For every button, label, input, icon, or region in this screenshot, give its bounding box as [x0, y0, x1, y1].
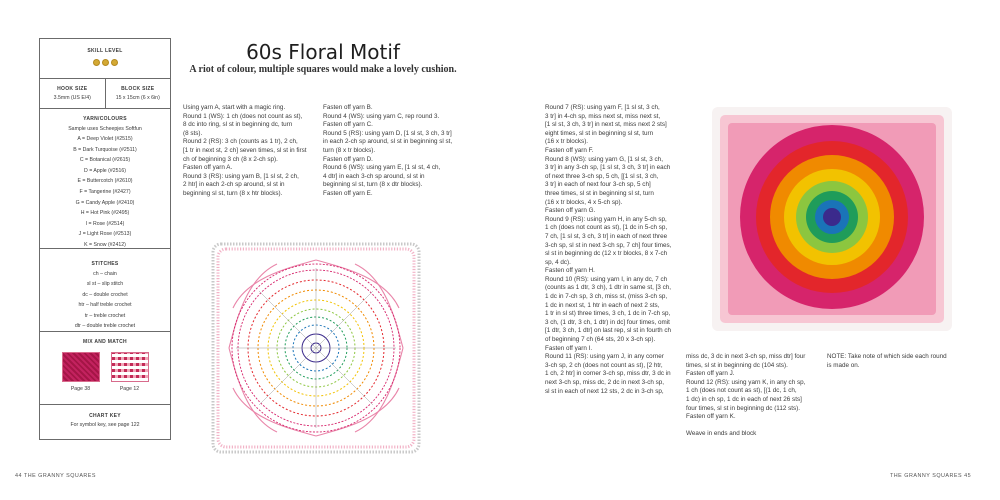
swatch-caption: Page 38 — [70, 385, 91, 392]
block-size-label: BLOCK SIZE — [121, 86, 155, 92]
yarn-line: D = Apple (#2516) — [84, 167, 126, 174]
instruction-line: in each 2-ch sp around, sl st in beginning sl st, — [323, 138, 453, 146]
instruction-line: Fasten off yarn I. — [545, 344, 593, 352]
instruction-line: Fasten off yarn J. — [686, 370, 735, 378]
instruction-line: Fasten off yarn K. — [686, 413, 736, 421]
instruction-line: Round 5 (RS): using yarn D, [1 sl st, 3 ch, 3 tr] — [323, 129, 452, 137]
instruction-line: times, sl st in beginning dc (104 sts). — [686, 361, 788, 369]
instruction-line: Fasten off yarn E. — [323, 189, 373, 197]
instruction-line: Round 8 (WS): using yarn G, [1 sl st, 3 ch, — [545, 155, 663, 163]
instruction-line: Fasten off yarn H. — [545, 267, 595, 275]
instruction-line: 1 ch (does not count as st), [(1 dc, 1 ch, — [686, 387, 797, 395]
instruction-line: Round 10 (RS): using yarn I, in any dc, 7 ch — [545, 275, 668, 283]
stitch-line: htr – half treble crochet — [78, 302, 132, 309]
crochet-chart-diagram — [207, 238, 425, 458]
instruction-line: Using yarn A, start with a magic ring. — [183, 104, 286, 111]
skill-dot-icon — [111, 59, 118, 66]
swatch-link-page-38[interactable] — [62, 352, 100, 394]
instruction-line: Fasten off yarn B. — [323, 104, 373, 111]
instruction-line: 3 ch, (1 dtr, 3 ch, 1 dtr) in dc] four times, omit — [545, 318, 670, 326]
violet-center — [823, 208, 841, 226]
yarn-line: E = Buttercotch (#2610) — [77, 178, 133, 185]
instruction-line: 1 dc in next st, 1 htr in each of next 2 sts, — [545, 301, 660, 309]
hook-size-cell — [40, 79, 106, 108]
instructions-column-4 — [686, 353, 805, 439]
stitch-line: ch – chain — [93, 270, 117, 277]
block-size-value: 15 x 15cm (6 x 6in) — [115, 94, 160, 101]
instruction-line: Round 3 (RS): using yarn B, [1 sl st, 2 ch, — [183, 172, 299, 180]
yarn-line: A = Deep Violet (#2515) — [77, 136, 133, 143]
block-size-cell — [106, 79, 171, 108]
instruction-line: 8 dc into ring, sl st in beginning dc, turn — [183, 121, 293, 129]
instruction-line: ch of beginning 3 ch (8 x 2-ch sp). — [183, 155, 278, 163]
skill-level-section — [40, 39, 170, 79]
instruction-line: 1 tr in sl st) three times, 3 ch, 1 dc in 7-ch sp, — [545, 310, 671, 318]
footer-left: 44 THE GRANNY SQUARES — [15, 473, 96, 479]
yarn-line: J = Light Rose (#2513) — [78, 231, 132, 238]
instruction-line: Round 12 (RS): using yarn K, in any ch sp, — [686, 378, 806, 386]
finished-square-photo — [710, 105, 954, 333]
instruction-line: Round 11 (RS): using yarn J, in any corner — [545, 353, 664, 361]
instruction-line: Round 6 (WS): using yarn E, [1 sl st, 4 ch, — [323, 164, 441, 172]
hook-size-value: 3.5mm (US E/4) — [53, 94, 91, 101]
instruction-line: (8 sts). — [183, 129, 203, 137]
instruction-line: Round 7 (RS): using yarn F, [1 sl st, 3 ch, — [545, 104, 660, 111]
instruction-line: 3 tr] in any 3-ch sp, [1 sl st, 3 ch, 3 tr] in each — [545, 164, 671, 172]
instruction-line: (16 x tr blocks). — [545, 138, 589, 146]
chart-key-section — [40, 405, 170, 439]
instruction-line: 2 htr] in each 2-ch sp around, sl st in — [183, 181, 285, 189]
stitch-line: sl st – slip stitch — [86, 281, 124, 288]
info-panel — [39, 38, 171, 440]
hook-size-label: HOOK SIZE — [57, 86, 88, 92]
mix-label: MIX AND MATCH — [83, 339, 127, 345]
yarn-line: G = Candy Apple (#2410) — [75, 199, 135, 206]
instruction-line: [1 dtr, 3 ch, 1 dtr] on last rep, sl st in fourth ch — [545, 327, 671, 335]
instruction-line: 3-ch sp, 2 ch (does not count as st), [2 htr, — [545, 361, 663, 369]
instruction-line: [1 sl st, 3 ch, 3 tr] in next st, miss next 2 sts] — [545, 121, 667, 129]
instruction-line: Round 9 (RS): using yarn H, in any 5-ch sp, — [545, 215, 667, 223]
instruction-line: turn (8 x tr blocks). — [323, 146, 376, 154]
yarn-line: C = Botanical (#2615) — [79, 157, 131, 164]
instruction-line: miss dc, 3 dc in next 3-ch sp, miss dtr] four — [686, 353, 806, 360]
instruction-line: sp, 4 dc). — [545, 258, 571, 266]
instruction-line: of beginning 7 ch (64 sts, 20 x 3-ch sp). — [545, 336, 656, 344]
instruction-line: Fasten off yarn A. — [183, 164, 233, 172]
swatch-caption: Page 12 — [119, 385, 140, 392]
instruction-line: 7 ch, [1 sl st, 3 ch, 3 tr] in each of next three — [545, 232, 668, 240]
instruction-line: 1 dc in 7-ch sp, 3 ch, miss st, (miss 3-ch sp, — [545, 293, 668, 301]
yarn-section — [40, 109, 170, 249]
instruction-line: 3 tr] in each of next four 3-ch sp, 5 ch] — [545, 181, 651, 189]
note-line: is made on. — [827, 361, 860, 369]
chart-key-label: CHART KEY — [89, 413, 121, 419]
yarn-line: H = Hot Pink (#2495) — [80, 210, 130, 217]
instruction-line: Fasten off yarn D. — [323, 155, 373, 163]
instruction-line — [686, 422, 805, 431]
instruction-line: four times, sl st in beginning dc (112 sts). — [686, 404, 800, 412]
instruction-line: (16 x tr blocks, 4 x 5-ch sp). — [545, 198, 623, 206]
yarn-line: K = Snow (#2412) — [84, 242, 126, 249]
instruction-line: 1 ch (does not count as st), [1 dc in 5-ch sp, — [545, 224, 668, 232]
instruction-line: Weave in ends and block — [686, 430, 757, 438]
instruction-line: Round 2 (RS): 3 ch (counts as 1 tr), 2 ch, — [183, 138, 298, 146]
yarn-line: I = Rose (#2514) — [85, 220, 125, 227]
spoke-lines — [236, 268, 396, 428]
instruction-line: [1 tr in next st, 2 ch] seven times, sl st in first — [183, 146, 307, 154]
instruction-line: next 3-ch sp, miss dc, 2 dc in next 3-ch sp, — [545, 379, 664, 386]
skill-level-label: SKILL LEVEL — [87, 48, 123, 54]
instructions-column-3 — [545, 104, 671, 396]
note-column — [827, 353, 947, 370]
instruction-line: beginning sl st, turn (8 x htr blocks). — [183, 189, 283, 197]
chart-key-text: For symbol key, see page 122 — [70, 421, 140, 428]
instruction-line: Round 4 (WS): using yarn C, rep round 3. — [323, 112, 440, 120]
note-line: NOTE: Take note of which side each round — [827, 353, 947, 360]
instruction-line: Fasten off yarn C. — [323, 121, 373, 129]
instruction-line: sl st in beginning dc (12 x tr blocks, 8 x 7-ch — [545, 250, 668, 258]
footer-right: THE GRANNY SQUARES 45 — [890, 473, 972, 479]
instruction-line: eight times, sl st in beginning sl st, turn — [545, 129, 654, 137]
swatch-image — [111, 352, 149, 382]
size-section — [40, 79, 170, 109]
pattern-title: 60s Floral Motif — [246, 40, 400, 64]
instruction-line: 3-ch sp, sl st in next 3-ch sp, 7 ch] four times, — [545, 241, 672, 249]
yarn-line: F = Tangerine (#2427) — [79, 189, 131, 196]
yarn-line: Sample uses Scheepjes Softfun — [68, 125, 142, 132]
stitch-line: dtr – double treble crochet — [74, 323, 136, 330]
instruction-line: 4 dtr] in each 3-ch sp around, sl st in — [323, 172, 425, 180]
skill-level-dots — [40, 59, 170, 66]
instruction-line: Fasten off yarn G. — [545, 207, 596, 215]
swatch-row — [40, 352, 170, 394]
instruction-line: 1 ch, 2 htr] in corner 3-ch sp, miss dtr, 3 dc in — [545, 370, 671, 378]
instruction-line: (counts as 1 dtr, 3 ch), 1 dtr in same st, [3 ch, — [545, 284, 671, 292]
mix-and-match-section — [40, 332, 170, 405]
instruction-line: Round 1 (WS): 1 ch (does not count as st), — [183, 112, 303, 120]
stitch-line: dc – double crochet — [82, 291, 128, 298]
skill-dot-icon — [93, 59, 100, 66]
instruction-line: of next three 3-ch sp, 5 ch, [[1 sl st, 3 ch, — [545, 172, 659, 180]
pattern-subtitle: A riot of colour, multiple squares would make a lovely cushion. — [189, 64, 457, 75]
instruction-line: beginning sl st, turn (8 x dtr blocks). — [323, 181, 423, 189]
instruction-line: Fasten off yarn F. — [545, 146, 594, 154]
instruction-line: 1 dc) in ch sp, 1 dc in each of next 26 sts] — [686, 395, 802, 403]
swatch-link-page-12[interactable] — [111, 352, 149, 394]
instruction-line: three times, sl st in beginning sl st, turn — [545, 189, 654, 197]
yarn-label: YARN/COLOURS — [83, 116, 127, 122]
yarn-line: B = Dark Turquoise (#2511) — [73, 146, 137, 153]
skill-dot-icon — [102, 59, 109, 66]
stitches-label: STITCHES — [91, 261, 119, 267]
stitches-section — [40, 249, 170, 332]
instructions-column-2 — [323, 104, 452, 199]
instruction-line: 3 tr] in 4-ch sp, miss next st, miss next st, — [545, 112, 661, 120]
instruction-line: sl st in each of next 12 sts, 2 dc in 3-ch sp, — [545, 387, 664, 395]
swatch-image — [62, 352, 100, 382]
stitch-line: tr – treble crochet — [84, 312, 126, 319]
instructions-column-1 — [183, 104, 307, 199]
